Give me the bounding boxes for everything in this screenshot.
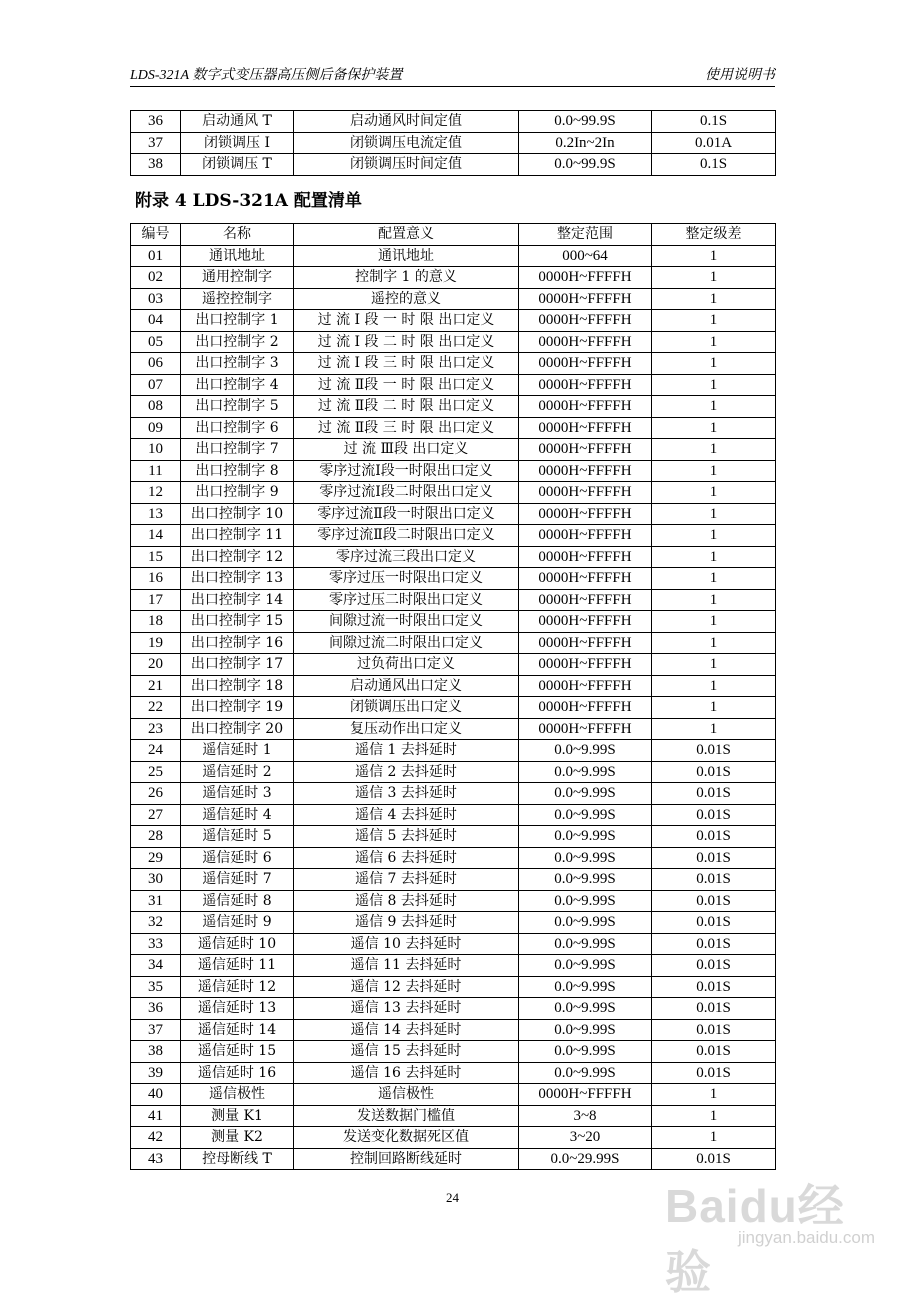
table-cell: 遥信延时 7: [181, 869, 294, 891]
table-cell: 零序过流Ⅱ段二时限出口定义: [294, 525, 519, 547]
table-cell: 0.0~9.99S: [519, 1019, 652, 1041]
table-cell: 0000H~FFFFH: [519, 374, 652, 396]
table-row: [131, 890, 776, 912]
table-cell: 0.0~9.99S: [519, 869, 652, 891]
table-cell: 0.01S: [652, 1019, 776, 1041]
table-cell: 24: [131, 740, 181, 762]
table-cell: 闭锁调压时间定值: [294, 154, 519, 176]
table-cell: 过 流 Ⅰ 段 一 时 限 出口定义: [294, 310, 519, 332]
table-row: [131, 998, 776, 1020]
table-cell: 0.01S: [652, 1062, 776, 1084]
table-row: [131, 374, 776, 396]
table-cell: 零序过压一时限出口定义: [294, 568, 519, 590]
table-cell: 0000H~FFFFH: [519, 460, 652, 482]
table-cell: 遥信延时 11: [181, 955, 294, 977]
table-cell: 0000H~FFFFH: [519, 675, 652, 697]
table-cell: 出口控制字 3: [181, 353, 294, 375]
table-row: [131, 460, 776, 482]
table-cell: 间隙过流二时限出口定义: [294, 632, 519, 654]
table-cell: 1: [652, 568, 776, 590]
table-row: [131, 1062, 776, 1084]
table-cell: 27: [131, 804, 181, 826]
table-cell: 遥信延时 10: [181, 933, 294, 955]
table-cell: 遥信延时 15: [181, 1041, 294, 1063]
table-cell: 遥信延时 14: [181, 1019, 294, 1041]
table-cell: 29: [131, 847, 181, 869]
table-cell: 41: [131, 1105, 181, 1127]
config-list-table: [130, 223, 776, 1170]
table-cell: 1: [652, 417, 776, 439]
table-cell: 遥信 8 去抖延时: [294, 890, 519, 912]
table-cell: 1: [652, 1127, 776, 1149]
table-cell: 04: [131, 310, 181, 332]
table-cell: 0.01S: [652, 869, 776, 891]
table-cell: 遥信延时 3: [181, 783, 294, 805]
table-cell: 0000H~FFFFH: [519, 331, 652, 353]
table-cell: 出口控制字 13: [181, 568, 294, 590]
table-cell: 0.0~99.9S: [519, 154, 652, 176]
table-cell: 遥信延时 2: [181, 761, 294, 783]
table-cell: 出口控制字 18: [181, 675, 294, 697]
table-row: [131, 482, 776, 504]
table-cell: 出口控制字 20: [181, 718, 294, 740]
table-row: [131, 912, 776, 934]
table-cell: 0000H~FFFFH: [519, 611, 652, 633]
table-row: [131, 1105, 776, 1127]
table-cell: 闭锁调压 I: [181, 132, 294, 154]
table-row: [131, 955, 776, 977]
table-row: [131, 976, 776, 998]
table-row: [131, 697, 776, 719]
table-cell: 遥信 6 去抖延时: [294, 847, 519, 869]
table-cell: 复压动作出口定义: [294, 718, 519, 740]
table-cell: 21: [131, 675, 181, 697]
table-cell: 遥信延时 13: [181, 998, 294, 1020]
table-cell: 34: [131, 955, 181, 977]
table-cell: 26: [131, 783, 181, 805]
table-cell: 1: [652, 439, 776, 461]
table-cell: 38: [131, 154, 181, 176]
table-cell: 通讯地址: [181, 245, 294, 267]
table-cell: 0.01S: [652, 740, 776, 762]
table-cell: 37: [131, 132, 181, 154]
table-cell: 0.01S: [652, 890, 776, 912]
table-cell: 1: [652, 396, 776, 418]
table-cell: 1: [652, 525, 776, 547]
table-row: [131, 740, 776, 762]
table-cell: 0.01S: [652, 847, 776, 869]
table-cell: 遥信 15 去抖延时: [294, 1041, 519, 1063]
table-cell: 遥信极性: [181, 1084, 294, 1106]
table-cell: 18: [131, 611, 181, 633]
table-cell: 0000H~FFFFH: [519, 396, 652, 418]
table-cell: 出口控制字 2: [181, 331, 294, 353]
table-cell: 零序过流Ⅰ段二时限出口定义: [294, 482, 519, 504]
table-cell: 控母断线 T: [181, 1148, 294, 1170]
table-cell: 07: [131, 374, 181, 396]
table-cell: 1: [652, 718, 776, 740]
table-cell: 遥信延时 5: [181, 826, 294, 848]
table-cell: 0.0~29.99S: [519, 1148, 652, 1170]
table-cell: 1: [652, 245, 776, 267]
table-row: [131, 331, 776, 353]
table-cell: 0.01S: [652, 1148, 776, 1170]
table-cell: 过 流 Ⅰ 段 二 时 限 出口定义: [294, 331, 519, 353]
table-cell: 出口控制字 5: [181, 396, 294, 418]
table-cell: 过 流 Ⅱ段 一 时 限 出口定义: [294, 374, 519, 396]
table-cell: 0000H~FFFFH: [519, 353, 652, 375]
table-cell: 09: [131, 417, 181, 439]
table-cell: 22: [131, 697, 181, 719]
table-cell: 控制字 1 的意义: [294, 267, 519, 289]
table-cell: 1: [652, 589, 776, 611]
header-cell: 整定范围: [519, 224, 652, 246]
table-row: [131, 589, 776, 611]
table-cell: 遥信延时 4: [181, 804, 294, 826]
table-cell: 03: [131, 288, 181, 310]
table-cell: 0.0~9.99S: [519, 912, 652, 934]
table-cell: 间隙过流一时限出口定义: [294, 611, 519, 633]
table-cell: 发送变化数据死区值: [294, 1127, 519, 1149]
table-cell: 23: [131, 718, 181, 740]
table-cell: 0000H~FFFFH: [519, 1084, 652, 1106]
table-cell: 11: [131, 460, 181, 482]
table-cell: 遥信 12 去抖延时: [294, 976, 519, 998]
table-cell: 14: [131, 525, 181, 547]
table-cell: 0000H~FFFFH: [519, 718, 652, 740]
table-cell: 测量 K1: [181, 1105, 294, 1127]
table-cell: 0.0~9.99S: [519, 976, 652, 998]
table-cell: 1: [652, 654, 776, 676]
table-cell: 启动通风时间定值: [294, 111, 519, 133]
table-cell: 0000H~FFFFH: [519, 267, 652, 289]
table-row: [131, 675, 776, 697]
table-cell: 42: [131, 1127, 181, 1149]
table-cell: 05: [131, 331, 181, 353]
table-cell: 0000H~FFFFH: [519, 288, 652, 310]
table-cell: 0.01S: [652, 976, 776, 998]
baidu-watermark: [665, 1160, 875, 1298]
table-cell: 0000H~FFFFH: [519, 310, 652, 332]
header-cell: 配置意义: [294, 224, 519, 246]
table-row: [131, 761, 776, 783]
table-cell: 40: [131, 1084, 181, 1106]
table-cell: 0.0~9.99S: [519, 847, 652, 869]
table-cell: 遥信延时 1: [181, 740, 294, 762]
table-row: [131, 396, 776, 418]
table-cell: 0.0~9.99S: [519, 826, 652, 848]
table-cell: 36: [131, 998, 181, 1020]
table-cell: 0000H~FFFFH: [519, 568, 652, 590]
watermark-logo: Baidu经验: [665, 1180, 845, 1298]
table-cell: 遥信 16 去抖延时: [294, 1062, 519, 1084]
table-row: [131, 933, 776, 955]
table-row: [131, 417, 776, 439]
table-cell: 零序过压二时限出口定义: [294, 589, 519, 611]
table-row: [131, 804, 776, 826]
table-cell: 出口控制字 6: [181, 417, 294, 439]
table-cell: 通用控制字: [181, 267, 294, 289]
table-row: [131, 439, 776, 461]
table-cell: 1: [652, 697, 776, 719]
table-row: [131, 1084, 776, 1106]
table-cell: 28: [131, 826, 181, 848]
table-row: [131, 111, 776, 133]
table-cell: 出口控制字 4: [181, 374, 294, 396]
table-cell: 启动通风 T: [181, 111, 294, 133]
table-cell: 遥信 13 去抖延时: [294, 998, 519, 1020]
table-row: [131, 310, 776, 332]
table-cell: 1: [652, 1105, 776, 1127]
table-cell: 0000H~FFFFH: [519, 589, 652, 611]
table-cell: 1: [652, 288, 776, 310]
table-cell: 发送数据门槛值: [294, 1105, 519, 1127]
table-row: [131, 132, 776, 154]
table-cell: 遥信 9 去抖延时: [294, 912, 519, 934]
table-cell: 0.0~9.99S: [519, 998, 652, 1020]
table-cell: 25: [131, 761, 181, 783]
table-cell: 0.0~9.99S: [519, 933, 652, 955]
table-cell: 0.0~9.99S: [519, 740, 652, 762]
table-cell: 遥信延时 12: [181, 976, 294, 998]
table-cell: 01: [131, 245, 181, 267]
table-cell: 1: [652, 267, 776, 289]
table-row: [131, 546, 776, 568]
table-cell: 1: [652, 460, 776, 482]
table-row: [131, 1019, 776, 1041]
table-cell: 17: [131, 589, 181, 611]
table-cell: 0000H~FFFFH: [519, 482, 652, 504]
table-cell: 出口控制字 12: [181, 546, 294, 568]
table-row: [131, 503, 776, 525]
table-cell: 0.1S: [652, 111, 776, 133]
table-cell: 0.01S: [652, 912, 776, 934]
table-cell: 12: [131, 482, 181, 504]
table-cell: 1: [652, 632, 776, 654]
table-cell: 遥控的意义: [294, 288, 519, 310]
table-cell: 1: [652, 611, 776, 633]
table-cell: 0.0~9.99S: [519, 783, 652, 805]
table-row: [131, 826, 776, 848]
table-cell: 0.01S: [652, 761, 776, 783]
table-cell: 0.0~9.99S: [519, 955, 652, 977]
table-cell: 零序过流Ⅰ段一时限出口定义: [294, 460, 519, 482]
table-cell: 02: [131, 267, 181, 289]
table-cell: 08: [131, 396, 181, 418]
table-cell: 过 流 Ⅱ段 二 时 限 出口定义: [294, 396, 519, 418]
table-row: [131, 154, 776, 176]
table-cell: 遥信延时 6: [181, 847, 294, 869]
table-cell: 0000H~FFFFH: [519, 417, 652, 439]
table-cell: 出口控制字 8: [181, 460, 294, 482]
table-cell: 遥信 2 去抖延时: [294, 761, 519, 783]
table-cell: 1: [652, 331, 776, 353]
table-cell: 0.01S: [652, 955, 776, 977]
table-row: [131, 245, 776, 267]
table-cell: 13: [131, 503, 181, 525]
header-doc-type: 使用说明书: [705, 68, 775, 83]
table-cell: 10: [131, 439, 181, 461]
table-cell: 出口控制字 19: [181, 697, 294, 719]
table-cell: 06: [131, 353, 181, 375]
table-cell: 31: [131, 890, 181, 912]
header-cell: 整定级差: [652, 224, 776, 246]
table-cell: 0.0~9.99S: [519, 890, 652, 912]
table-cell: 闭锁调压 T: [181, 154, 294, 176]
table-cell: 000~64: [519, 245, 652, 267]
table-cell: 出口控制字 1: [181, 310, 294, 332]
table-cell: 过负荷出口定义: [294, 654, 519, 676]
table-cell: 0000H~FFFFH: [519, 503, 652, 525]
table-cell: 1: [652, 503, 776, 525]
table-cell: 1: [652, 675, 776, 697]
table-cell: 过 流 Ⅲ段 出口定义: [294, 439, 519, 461]
table-cell: 3~20: [519, 1127, 652, 1149]
table-cell: 0.01S: [652, 998, 776, 1020]
table-cell: 38: [131, 1041, 181, 1063]
table-row: [131, 654, 776, 676]
table-cell: 36: [131, 111, 181, 133]
table-cell: 控制回路断线延时: [294, 1148, 519, 1170]
table-row: [131, 288, 776, 310]
header-cell: 名称: [181, 224, 294, 246]
header-title: LDS-321A 数字式变压器高压侧后备保护装置: [130, 68, 403, 83]
table-cell: 出口控制字 16: [181, 632, 294, 654]
table-cell: 0.01S: [652, 826, 776, 848]
table-cell: 0.0~9.99S: [519, 1041, 652, 1063]
table-row: [131, 568, 776, 590]
table-row: [131, 1127, 776, 1149]
table-cell: 零序过流Ⅱ段一时限出口定义: [294, 503, 519, 525]
table-cell: 出口控制字 10: [181, 503, 294, 525]
table-cell: 39: [131, 1062, 181, 1084]
table-cell: 30: [131, 869, 181, 891]
table-cell: 0.1S: [652, 154, 776, 176]
table-row: [131, 718, 776, 740]
table-cell: 0.0~9.99S: [519, 761, 652, 783]
continued-settings-table: [130, 110, 776, 176]
page-header: [130, 62, 775, 87]
table-cell: 0.01S: [652, 804, 776, 826]
table-cell: 0.01S: [652, 933, 776, 955]
table-cell: 闭锁调压电流定值: [294, 132, 519, 154]
table-cell: 0000H~FFFFH: [519, 632, 652, 654]
table-cell: 35: [131, 976, 181, 998]
table-cell: 15: [131, 546, 181, 568]
table-cell: 遥信延时 16: [181, 1062, 294, 1084]
table-cell: 过 流 Ⅱ段 三 时 限 出口定义: [294, 417, 519, 439]
table-row: [131, 632, 776, 654]
table-cell: 遥控控制字: [181, 288, 294, 310]
page-number: 24: [446, 1190, 459, 1205]
table-cell: 遥信极性: [294, 1084, 519, 1106]
table-cell: 16: [131, 568, 181, 590]
table-cell: 43: [131, 1148, 181, 1170]
table-row: [131, 869, 776, 891]
table-cell: 0.0~99.9S: [519, 111, 652, 133]
table-cell: 1: [652, 310, 776, 332]
table-cell: 遥信 1 去抖延时: [294, 740, 519, 762]
table-cell: 1: [652, 374, 776, 396]
watermark-url: jingyan.baidu.com: [737, 1228, 875, 1247]
table-cell: 1: [652, 546, 776, 568]
table-cell: 闭锁调压出口定义: [294, 697, 519, 719]
table-cell: 启动通风出口定义: [294, 675, 519, 697]
table-row: [131, 847, 776, 869]
table-cell: 0.01A: [652, 132, 776, 154]
table-cell: 出口控制字 15: [181, 611, 294, 633]
table-header-row: [131, 224, 776, 246]
table-cell: 遥信 7 去抖延时: [294, 869, 519, 891]
table-cell: 遥信 4 去抖延时: [294, 804, 519, 826]
table-cell: 33: [131, 933, 181, 955]
table-cell: 过 流 Ⅰ 段 三 时 限 出口定义: [294, 353, 519, 375]
table-cell: 测量 K2: [181, 1127, 294, 1149]
table-cell: 出口控制字 11: [181, 525, 294, 547]
table-cell: 遥信 14 去抖延时: [294, 1019, 519, 1041]
table-cell: 0000H~FFFFH: [519, 546, 652, 568]
table-cell: 遥信 10 去抖延时: [294, 933, 519, 955]
table-row: [131, 525, 776, 547]
table-cell: 0000H~FFFFH: [519, 439, 652, 461]
table-cell: 出口控制字 17: [181, 654, 294, 676]
table-cell: 1: [652, 482, 776, 504]
table-cell: 32: [131, 912, 181, 934]
table-cell: 3~8: [519, 1105, 652, 1127]
table-row: [131, 267, 776, 289]
table-cell: 1: [652, 1084, 776, 1106]
table-row: [131, 1041, 776, 1063]
table-cell: 0000H~FFFFH: [519, 654, 652, 676]
table-cell: 37: [131, 1019, 181, 1041]
table-cell: 0000H~FFFFH: [519, 697, 652, 719]
table-row: [131, 611, 776, 633]
appendix-title: 附录 4 LDS-321A 配置清单: [135, 191, 362, 211]
table-cell: 20: [131, 654, 181, 676]
table-row: [131, 783, 776, 805]
table-cell: 0.0~9.99S: [519, 804, 652, 826]
table-cell: 遥信 5 去抖延时: [294, 826, 519, 848]
table-cell: 出口控制字 9: [181, 482, 294, 504]
table-cell: 0.01S: [652, 1041, 776, 1063]
table-cell: 0.01S: [652, 783, 776, 805]
table-cell: 通讯地址: [294, 245, 519, 267]
table-cell: 1: [652, 353, 776, 375]
table-cell: 遥信延时 9: [181, 912, 294, 934]
table-row: [131, 353, 776, 375]
table-cell: 出口控制字 7: [181, 439, 294, 461]
table-cell: 0000H~FFFFH: [519, 525, 652, 547]
table-cell: 0.2In~2In: [519, 132, 652, 154]
table-cell: 遥信 3 去抖延时: [294, 783, 519, 805]
header-cell: 编号: [131, 224, 181, 246]
table-cell: 0.0~9.99S: [519, 1062, 652, 1084]
table-cell: 19: [131, 632, 181, 654]
table-cell: 出口控制字 14: [181, 589, 294, 611]
table-cell: 遥信延时 8: [181, 890, 294, 912]
table-cell: 零序过流三段出口定义: [294, 546, 519, 568]
table-cell: 遥信 11 去抖延时: [294, 955, 519, 977]
